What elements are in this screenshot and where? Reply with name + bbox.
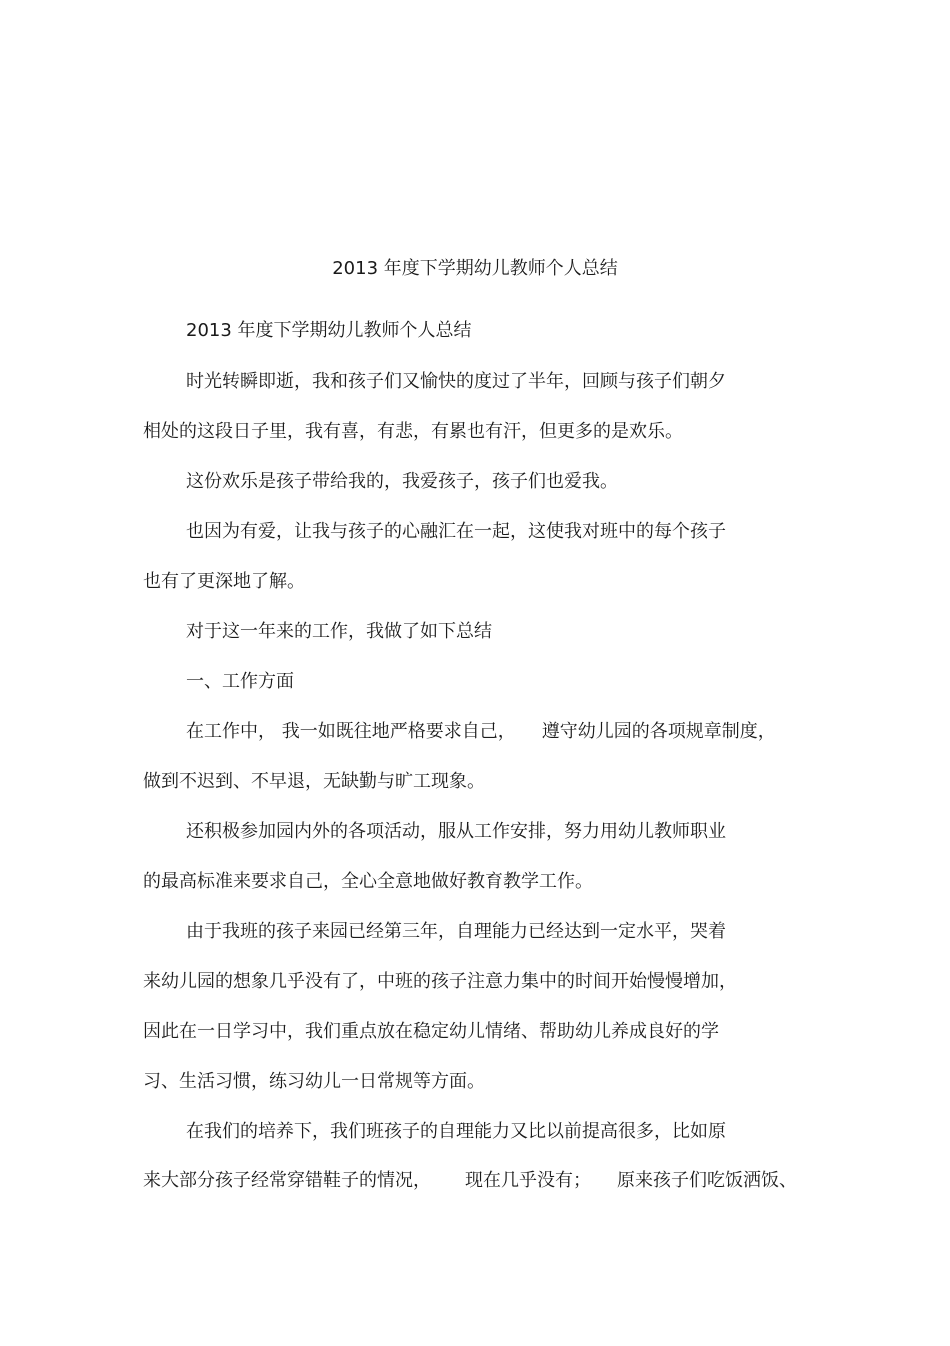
paragraph-segment: 在工作中， 我一如既往地严格要求自己， bbox=[186, 721, 516, 742]
paragraph-line: 也有了更深地了解。 bbox=[143, 571, 305, 592]
paragraph-segment: 遵守幼儿园的各项规章制度， bbox=[541, 721, 776, 742]
paragraph-line: 的最高标准来要求自己，全心全意地做好教育教学工作。 bbox=[143, 871, 593, 892]
paragraph-line: 时光转瞬即逝，我和孩子们又愉快的度过了半年，回顾与孩子们朝夕 bbox=[186, 371, 726, 392]
paragraph-line: 对于这一年来的工作，我做了如下总结 bbox=[186, 621, 492, 642]
paragraph-line: 相处的这段日子里，我有喜，有悲，有累也有汗，但更多的是欢乐。 bbox=[143, 421, 683, 442]
paragraph-line: 习、生活习惯，练习幼儿一日常规等方面。 bbox=[143, 1071, 485, 1092]
paragraph-segment: 原来孩子们吃饭洒饭、 bbox=[617, 1170, 797, 1191]
document-title: 2013 年度下学期幼儿教师个人总结 bbox=[332, 258, 618, 279]
paragraph-line: 来幼儿园的想象几乎没有了，中班的孩子注意力集中的时间开始慢慢增加， bbox=[143, 971, 737, 992]
paragraph-line: 还积极参加园内外的各项活动，服从工作安排，努力用幼儿教师职业 bbox=[186, 821, 726, 842]
paragraph-heading: 2013 年度下学期幼儿教师个人总结 bbox=[186, 320, 472, 341]
paragraph-line: 也因为有爱，让我与孩子的心融汇在一起，这使我对班中的每个孩子 bbox=[186, 521, 726, 542]
section-heading: 一、工作方面 bbox=[186, 671, 294, 692]
paragraph-line: 做到不迟到、不早退，无缺勤与旷工现象。 bbox=[143, 771, 485, 792]
paragraph-line: 这份欢乐是孩子带给我的，我爱孩子，孩子们也爱我。 bbox=[186, 471, 618, 492]
paragraph-line bbox=[186, 719, 776, 745]
paragraph-line bbox=[143, 1168, 797, 1194]
paragraph-segment: 现在几乎没有； bbox=[465, 1170, 591, 1191]
paragraph-line: 因此在一日学习中，我们重点放在稳定幼儿情绪、帮助幼儿养成良好的学 bbox=[143, 1021, 719, 1042]
paragraph-line: 由于我班的孩子来园已经第三年，自理能力已经达到一定水平，哭着 bbox=[186, 921, 726, 942]
paragraph-line: 在我们的培养下，我们班孩子的自理能力又比以前提高很多，比如原 bbox=[186, 1121, 726, 1142]
paragraph-segment: 来大部分孩子经常穿错鞋子的情况， bbox=[143, 1170, 431, 1191]
